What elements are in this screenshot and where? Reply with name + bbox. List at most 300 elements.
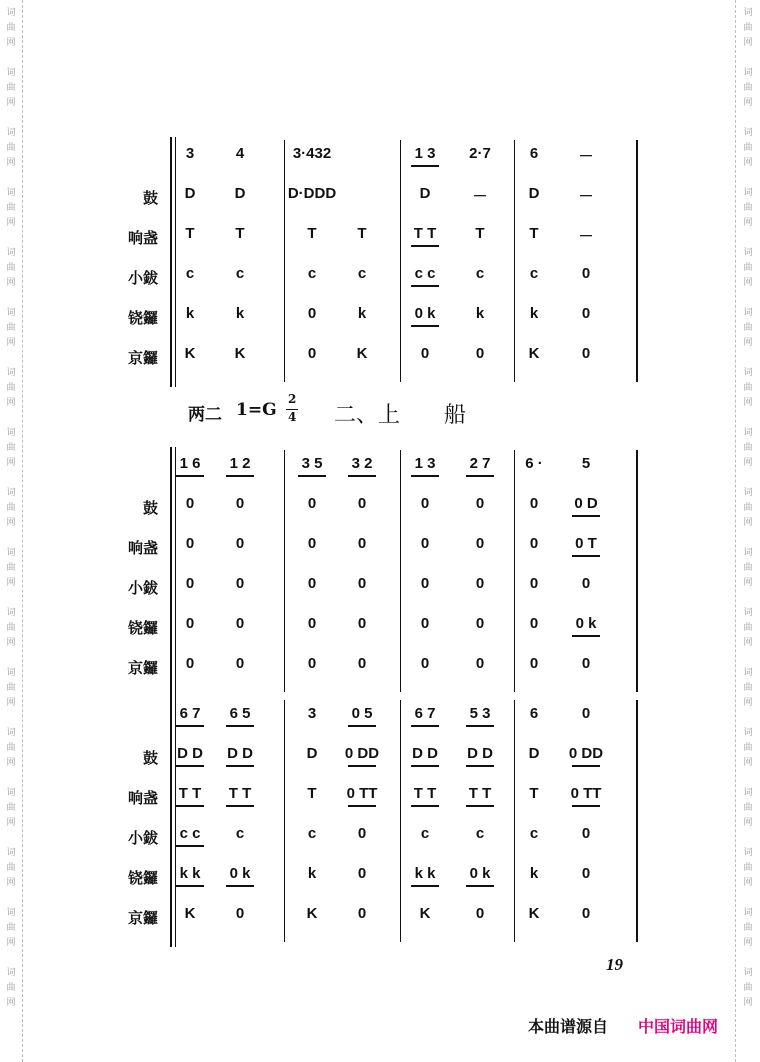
note-cell: 0 — [307, 345, 317, 362]
note-cell: 0 T — [575, 535, 597, 552]
note-cell: c — [529, 265, 539, 282]
note-cell: 0 — [235, 495, 245, 512]
instrument-label: 鼓 — [142, 499, 158, 517]
note-cell: T — [529, 225, 539, 242]
watermark-glyph: 曲 — [6, 203, 16, 213]
watermark-glyph: 网 — [743, 638, 753, 648]
note-cell: c — [529, 825, 539, 842]
watermark-glyph: 曲 — [6, 983, 16, 993]
watermark-glyph: 网 — [6, 758, 16, 768]
note-cell: 0 — [420, 575, 430, 592]
note-cell: k — [475, 305, 485, 322]
watermark-glyph: 曲 — [6, 263, 16, 273]
watermark-glyph: 词 — [743, 248, 753, 258]
note-cell: 0 — [420, 345, 430, 362]
watermark-glyph: 词 — [6, 908, 16, 918]
watermark-glyph: 曲 — [6, 623, 16, 633]
note-cell: 0 — [357, 865, 367, 882]
note-cell: 0 — [307, 495, 317, 512]
watermark-glyph: 词 — [743, 608, 753, 618]
watermark-glyph: 曲 — [6, 803, 16, 813]
watermark-glyph: 网 — [6, 98, 16, 108]
note-cell: 0 — [420, 615, 430, 632]
note-cell: c — [307, 825, 317, 842]
note-cell: D — [234, 185, 246, 202]
note-cell: － — [578, 228, 594, 245]
note-cell: 4 — [235, 145, 245, 162]
note-cell: 6 — [529, 145, 539, 162]
note-cell: 0 — [357, 575, 367, 592]
note-cell: K — [234, 345, 246, 362]
note-cell: 0 — [357, 535, 367, 552]
instrument-label: 铙鑼 — [127, 869, 158, 887]
note-cell: c c — [414, 265, 436, 282]
instrument-label: 响盏 — [127, 789, 158, 807]
note-cell: 0 — [581, 265, 591, 282]
instrument-label: 铙鑼 — [127, 619, 158, 637]
note-cell: D D — [467, 745, 493, 762]
watermark-glyph: 词 — [6, 968, 16, 978]
watermark-glyph: 词 — [743, 68, 753, 78]
watermark-glyph: 网 — [6, 878, 16, 888]
bar-line — [514, 450, 515, 692]
heading-time-top: 2 — [288, 392, 297, 406]
watermark-glyph: 词 — [6, 488, 16, 498]
watermark-glyph: 词 — [6, 308, 16, 318]
note-cell: 0 — [475, 535, 485, 552]
note-cell: D D — [227, 745, 253, 762]
beam-underline — [348, 765, 376, 767]
watermark-glyph: 网 — [6, 278, 16, 288]
note-cell: T — [307, 785, 317, 802]
beam-underline — [572, 555, 600, 557]
watermark-glyph: 网 — [743, 458, 753, 468]
note-cell: T T — [178, 785, 202, 802]
watermark-glyph: 曲 — [743, 203, 753, 213]
note-cell: c — [235, 825, 245, 842]
note-cell: D D — [177, 745, 203, 762]
note-cell: 0 — [185, 535, 195, 552]
note-cell: D — [184, 185, 196, 202]
note-cell: 0 — [235, 615, 245, 632]
watermark-glyph: 网 — [743, 278, 753, 288]
watermark-glyph: 词 — [743, 488, 753, 498]
beam-underline — [226, 885, 254, 887]
beam-underline — [226, 475, 254, 477]
watermark-glyph: 网 — [743, 98, 753, 108]
note-cell: 0 — [475, 345, 485, 362]
beam-underline — [348, 475, 376, 477]
watermark-glyph: 词 — [6, 608, 16, 618]
note-cell: 1 3 — [414, 145, 436, 162]
note-cell: 0 — [529, 495, 539, 512]
bar-line — [636, 140, 638, 382]
bar-line — [636, 450, 638, 692]
watermark-glyph: 词 — [6, 368, 16, 378]
beam-underline — [572, 635, 600, 637]
note-cell: 0 DD — [568, 745, 604, 762]
watermark-glyph: 词 — [743, 188, 753, 198]
beam-underline — [572, 515, 600, 517]
note-cell: T — [357, 225, 367, 242]
note-cell: 6 — [529, 705, 539, 722]
beam-underline — [411, 475, 439, 477]
note-cell: － — [578, 188, 594, 205]
heading-time-bottom: 4 — [288, 410, 297, 424]
watermark-glyph: 网 — [6, 818, 16, 828]
note-cell: 0 — [307, 575, 317, 592]
watermark-glyph: 网 — [6, 938, 16, 948]
note-cell: 0 — [420, 495, 430, 512]
watermark-glyph: 词 — [743, 128, 753, 138]
footer-source-label: 本曲谱源自 — [528, 1017, 609, 1036]
bar-line — [400, 140, 401, 382]
note-cell: 0 — [307, 305, 317, 322]
note-cell: 0 — [581, 305, 591, 322]
note-cell: 0 — [475, 575, 485, 592]
watermark-glyph: 曲 — [743, 683, 753, 693]
note-cell: 0 — [235, 535, 245, 552]
beam-underline — [466, 885, 494, 887]
watermark-glyph: 词 — [743, 728, 753, 738]
watermark-glyph: 曲 — [6, 83, 16, 93]
watermark-glyph: 词 — [6, 728, 16, 738]
watermark-glyph: 网 — [6, 518, 16, 528]
note-cell: K — [419, 905, 431, 922]
note-cell: K — [306, 905, 318, 922]
note-cell: 0 — [529, 655, 539, 672]
beam-underline — [176, 725, 204, 727]
note-cell: 1 6 — [179, 455, 201, 472]
note-cell: 1 3 — [414, 455, 436, 472]
watermark-glyph: 曲 — [743, 143, 753, 153]
watermark-glyph: 曲 — [743, 323, 753, 333]
watermark-glyph: 网 — [743, 998, 753, 1008]
note-cell: 0 — [475, 655, 485, 672]
note-cell: T — [529, 785, 539, 802]
heading-mode: 两二 — [188, 405, 222, 425]
note-cell: T T — [228, 785, 252, 802]
note-cell: c — [185, 265, 195, 282]
heading-key: 1=G — [236, 400, 277, 420]
beam-underline — [348, 805, 376, 807]
watermark-glyph: 曲 — [6, 863, 16, 873]
watermark-glyph: 网 — [743, 518, 753, 528]
instrument-label: 鼓 — [142, 189, 158, 207]
bar-line — [284, 450, 285, 692]
watermark-glyph: 曲 — [6, 503, 16, 513]
note-cell: k — [357, 305, 367, 322]
watermark-glyph: 曲 — [6, 683, 16, 693]
footer-site-name[interactable]: 中国词曲网 — [638, 1017, 719, 1036]
page-number: 19 — [606, 955, 623, 974]
watermark-glyph: 曲 — [6, 323, 16, 333]
note-cell: 2 7 — [469, 455, 491, 472]
note-cell: － — [578, 148, 594, 165]
watermark-glyph: 词 — [743, 308, 753, 318]
note-cell: K — [528, 905, 540, 922]
beam-underline — [572, 765, 600, 767]
note-cell: 0 — [307, 615, 317, 632]
note-cell: 5 — [581, 455, 591, 472]
note-cell: K — [356, 345, 368, 362]
watermark-glyph: 曲 — [743, 563, 753, 573]
note-cell: 0 — [581, 905, 591, 922]
note-cell: 3 5 — [301, 455, 323, 472]
system-brace-inner — [175, 447, 176, 697]
watermark-glyph: 词 — [6, 8, 16, 18]
instrument-label: 鼓 — [142, 749, 158, 767]
watermark-glyph: 曲 — [743, 23, 753, 33]
watermark-glyph: 曲 — [6, 383, 16, 393]
watermark-glyph: 网 — [743, 878, 753, 888]
bar-line — [636, 700, 638, 942]
watermark-glyph: 词 — [743, 788, 753, 798]
watermark-glyph: 曲 — [743, 503, 753, 513]
instrument-label: 京鑼 — [127, 349, 158, 367]
note-cell: － — [472, 188, 488, 205]
beam-underline — [176, 845, 204, 847]
note-cell: T — [235, 225, 245, 242]
watermark-glyph: 词 — [743, 428, 753, 438]
watermark-glyph: 曲 — [743, 263, 753, 273]
note-cell: 0 — [357, 655, 367, 672]
watermark-glyph: 词 — [743, 848, 753, 858]
watermark-glyph: 网 — [743, 698, 753, 708]
beam-underline — [176, 765, 204, 767]
note-cell: 0 TT — [570, 785, 602, 802]
note-cell: 0 — [185, 615, 195, 632]
bar-line — [284, 140, 285, 382]
note-cell: 0 5 — [351, 705, 373, 722]
note-cell: 1 2 — [229, 455, 251, 472]
note-cell: 0 — [185, 495, 195, 512]
note-cell: 6 7 — [414, 705, 436, 722]
note-cell: 0 — [581, 825, 591, 842]
note-cell: 0 — [235, 655, 245, 672]
note-cell: 3 — [185, 145, 195, 162]
watermark-glyph: 词 — [743, 548, 753, 558]
note-cell: T T — [468, 785, 492, 802]
note-cell: 0 k — [229, 865, 251, 882]
note-cell: c — [307, 265, 317, 282]
note-cell: c — [475, 825, 485, 842]
note-cell: 0 — [235, 575, 245, 592]
watermark-glyph: 网 — [6, 398, 16, 408]
watermark-glyph: 网 — [6, 38, 16, 48]
watermark-glyph: 曲 — [6, 923, 16, 933]
watermark-glyph: 曲 — [6, 143, 16, 153]
note-cell: D — [528, 745, 540, 762]
beam-underline — [466, 475, 494, 477]
note-cell: 0 — [581, 865, 591, 882]
watermark-glyph: 网 — [743, 578, 753, 588]
beam-underline — [411, 285, 439, 287]
instrument-label: 小鈸 — [127, 829, 158, 847]
watermark-glyph: 曲 — [743, 803, 753, 813]
watermark-glyph: 网 — [743, 818, 753, 828]
watermark-glyph: 词 — [743, 368, 753, 378]
note-cell: D·DDD — [287, 185, 337, 202]
watermark-glyph: 网 — [6, 578, 16, 588]
instrument-label: 响盏 — [127, 539, 158, 557]
watermark-glyph: 曲 — [743, 383, 753, 393]
watermark-glyph: 曲 — [743, 443, 753, 453]
watermark-glyph: 网 — [743, 38, 753, 48]
watermark-glyph: 网 — [6, 218, 16, 228]
system-brace — [170, 447, 172, 697]
watermark-glyph: 网 — [6, 458, 16, 468]
note-cell: D — [306, 745, 318, 762]
note-cell: 0 — [357, 905, 367, 922]
watermark-glyph: 网 — [6, 158, 16, 168]
beam-underline — [176, 885, 204, 887]
beam-underline — [466, 805, 494, 807]
watermark-glyph: 词 — [6, 548, 16, 558]
note-cell: 0 k — [414, 305, 436, 322]
watermark-glyph: 网 — [6, 698, 16, 708]
watermark-glyph: 网 — [743, 398, 753, 408]
note-cell: K — [184, 905, 196, 922]
watermark-glyph: 曲 — [743, 923, 753, 933]
watermark-glyph: 网 — [743, 338, 753, 348]
watermark-glyph: 词 — [6, 668, 16, 678]
beam-underline — [411, 805, 439, 807]
watermark-glyph: 词 — [6, 428, 16, 438]
note-cell: k — [529, 865, 539, 882]
watermark-glyph: 词 — [6, 848, 16, 858]
beam-underline — [466, 765, 494, 767]
beam-underline — [226, 805, 254, 807]
beam-underline — [466, 725, 494, 727]
piece-title: 二、上 船 — [334, 403, 467, 428]
watermark-glyph: 网 — [743, 158, 753, 168]
note-cell: K — [184, 345, 196, 362]
watermark-glyph: 词 — [6, 68, 16, 78]
system-brace-inner — [175, 697, 176, 947]
bar-line — [514, 700, 515, 942]
bar-line — [400, 700, 401, 942]
beam-underline — [176, 805, 204, 807]
beam-underline — [411, 165, 439, 167]
note-cell: 0 — [475, 495, 485, 512]
watermark-glyph: 词 — [6, 128, 16, 138]
watermark-glyph: 网 — [6, 998, 16, 1008]
note-cell: c c — [179, 825, 201, 842]
note-cell: k k — [179, 865, 201, 882]
bar-line — [284, 700, 285, 942]
instrument-label: 小鈸 — [127, 579, 158, 597]
note-cell: 6 5 — [229, 705, 251, 722]
watermark-glyph: 曲 — [743, 743, 753, 753]
note-cell: c — [475, 265, 485, 282]
instrument-label: 京鑼 — [127, 659, 158, 677]
note-cell: 0 k — [575, 615, 597, 632]
note-cell: 2·7 — [469, 145, 491, 162]
watermark-glyph: 曲 — [743, 83, 753, 93]
note-cell: k k — [414, 865, 436, 882]
watermark-glyph: 曲 — [6, 743, 16, 753]
watermark-glyph: 曲 — [6, 563, 16, 573]
note-cell: c — [420, 825, 430, 842]
note-cell: 0 — [357, 495, 367, 512]
note-cell: D — [528, 185, 540, 202]
note-cell: D D — [412, 745, 438, 762]
note-cell: 0 — [581, 345, 591, 362]
beam-underline — [411, 325, 439, 327]
note-cell: 0 k — [469, 865, 491, 882]
instrument-label: 小鈸 — [127, 269, 158, 287]
note-cell: k — [529, 305, 539, 322]
instrument-label: 京鑼 — [127, 909, 158, 927]
note-cell: 0 — [581, 575, 591, 592]
bar-line — [514, 140, 515, 382]
beam-underline — [226, 765, 254, 767]
watermark-glyph: 词 — [6, 188, 16, 198]
watermark-glyph: 网 — [743, 218, 753, 228]
note-cell: T — [475, 225, 485, 242]
note-cell: 0 — [581, 705, 591, 722]
watermark-glyph: 曲 — [743, 863, 753, 873]
note-cell: 0 — [475, 905, 485, 922]
watermark-glyph: 曲 — [743, 623, 753, 633]
note-cell: 0 DD — [344, 745, 380, 762]
note-cell: 0 — [581, 655, 591, 672]
note-cell: T T — [413, 225, 437, 242]
note-cell: k — [235, 305, 245, 322]
note-cell: 0 — [185, 655, 195, 672]
note-cell: 0 — [529, 615, 539, 632]
note-cell: 3 — [307, 705, 317, 722]
note-cell: 0 — [307, 655, 317, 672]
system-brace-inner — [175, 137, 176, 387]
watermark-glyph: 网 — [743, 758, 753, 768]
note-cell: 0 — [185, 575, 195, 592]
note-cell: k — [307, 865, 317, 882]
system-brace — [170, 697, 172, 947]
note-cell: 0 — [475, 615, 485, 632]
note-cell: 0 D — [574, 495, 598, 512]
note-cell: 6 7 — [179, 705, 201, 722]
watermark-glyph: 词 — [6, 248, 16, 258]
beam-underline — [411, 885, 439, 887]
beam-underline — [226, 725, 254, 727]
watermark-glyph: 词 — [743, 908, 753, 918]
note-cell: c — [357, 265, 367, 282]
note-cell: 3·432 — [292, 145, 332, 162]
note-cell: T T — [413, 785, 437, 802]
instrument-label: 铙鑼 — [127, 309, 158, 327]
watermark-glyph: 网 — [6, 338, 16, 348]
watermark-glyph: 词 — [743, 668, 753, 678]
beam-underline — [298, 475, 326, 477]
note-cell: 0 — [529, 535, 539, 552]
note-cell: 3 2 — [351, 455, 373, 472]
note-cell: 0 — [529, 575, 539, 592]
note-cell: k — [185, 305, 195, 322]
note-cell: D — [419, 185, 431, 202]
note-cell: 6 · — [525, 455, 543, 472]
watermark-glyph: 曲 — [6, 443, 16, 453]
beam-underline — [411, 725, 439, 727]
note-cell: T — [307, 225, 317, 242]
beam-underline — [411, 765, 439, 767]
note-cell: 0 — [420, 655, 430, 672]
note-cell: 5 3 — [469, 705, 491, 722]
beam-underline — [411, 245, 439, 247]
system-brace — [170, 137, 172, 387]
beam-underline — [572, 805, 600, 807]
